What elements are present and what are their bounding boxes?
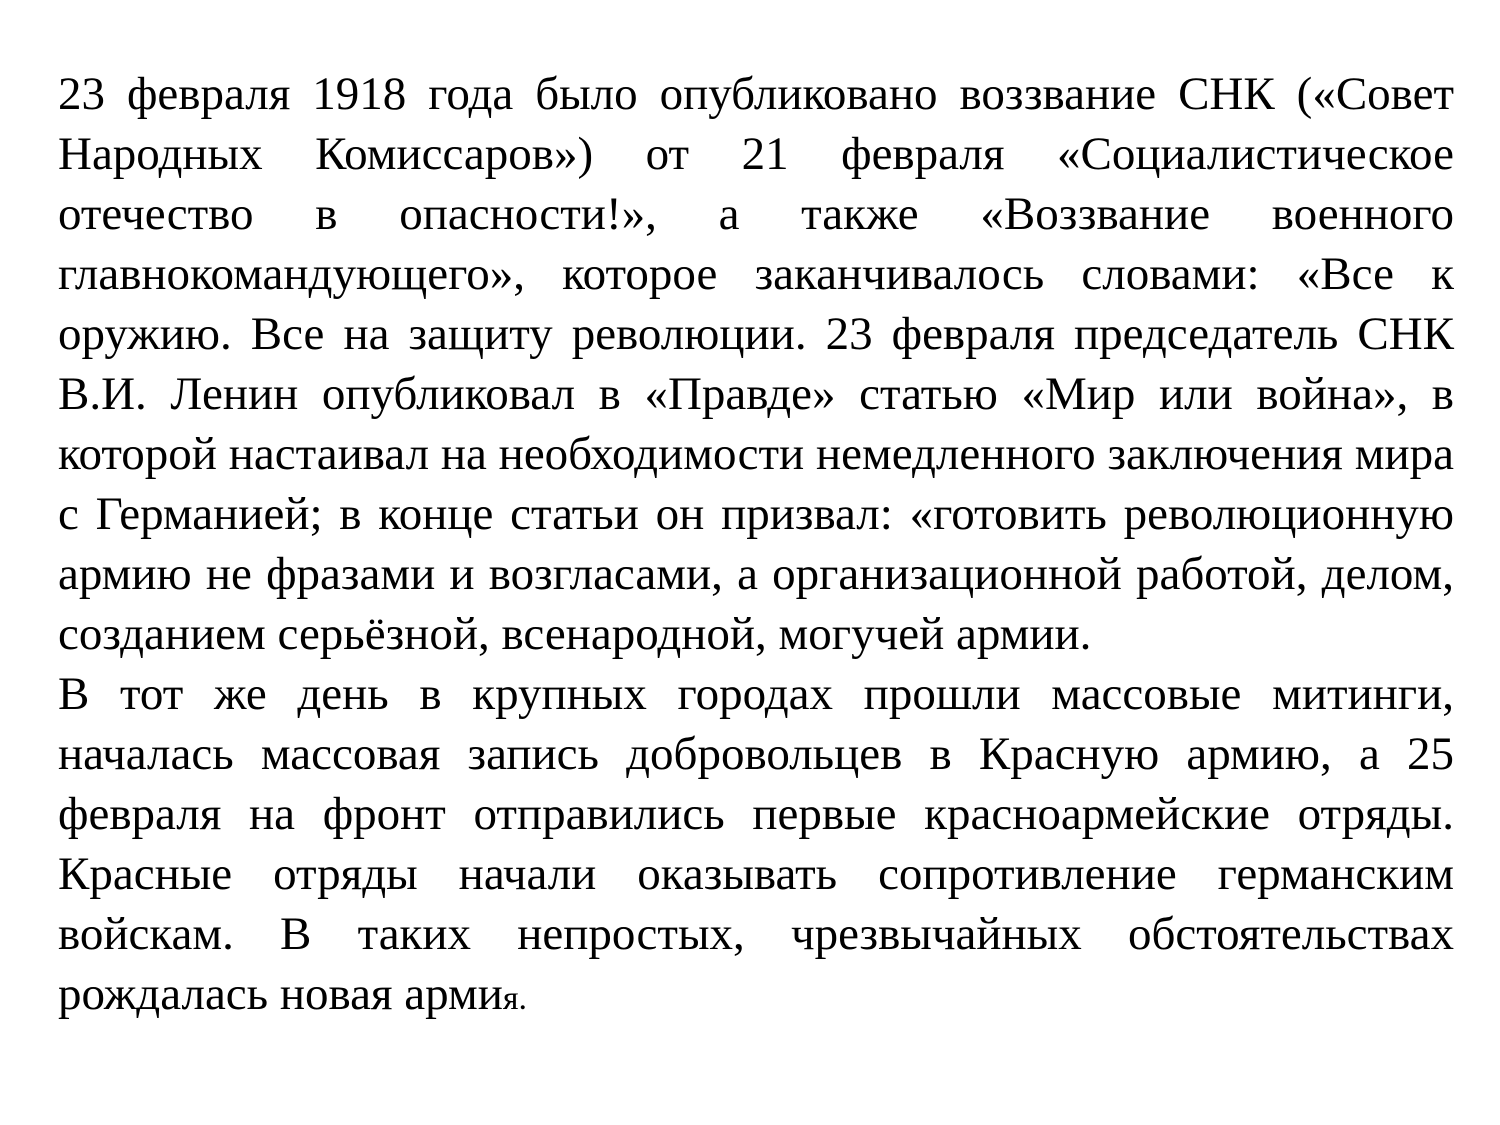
paragraph-2-text: В тот же день в крупных городах прошли массовые митинги, началась массовая запись добровольцев в Красную армию, а 25 февраля на фронт отправились первые красноармейские отряды. Красные отряды начали оказывать сопротивление германским войскам. В таких непростых, чрезвычайных обстоятельствах рождалась новая арми [58,668,1454,1020]
document-body [58,64,1454,1029]
paragraph-2 [58,664,1454,1029]
paragraph-2-tail: я. [502,980,527,1017]
paragraph-1: 23 февраля 1918 года было опубликовано воззвание СНК («Совет Народных Комиссаров») от 21 февраля «Социалистическое отечество в опасности!», а также «Воззвание военного главнокомандующего», которое заканчивалось словами: «Все к оружию. Все на защиту революции. 23 февраля председатель СНК В.И. Ленин опубликовал в «Правде» статью «Мир или война», в которой настаивал на необходимости немедленного заключения мира с Германией; в конце статьи он призвал: «готовить революционную армию не фразами и возгласами, а организационной работой, делом, созданием серьёзной, всенародной, могучей армии. [58,68,1454,660]
